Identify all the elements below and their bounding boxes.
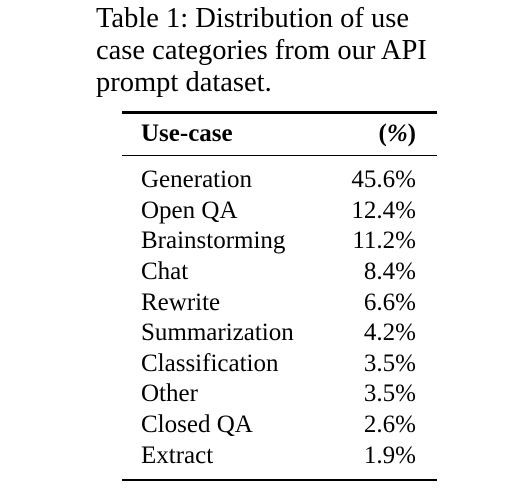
table-row bbox=[122, 226, 437, 257]
cell-use-case: Generation bbox=[141, 166, 253, 194]
cell-use-case: Extract bbox=[141, 441, 214, 469]
cell-use-case: Classification bbox=[141, 349, 279, 377]
cell-percent: 6.6% bbox=[363, 288, 416, 316]
cell-use-case: Summarization bbox=[141, 319, 294, 347]
cell-percent: 1.9% bbox=[363, 441, 416, 469]
cell-percent: 45.6% bbox=[351, 166, 416, 194]
cell-percent: 8.4% bbox=[363, 258, 416, 286]
cell-percent: 11.2% bbox=[352, 227, 416, 255]
table-row bbox=[122, 379, 437, 410]
caption-line: Table 1: Distribution of use bbox=[96, 3, 410, 34]
table-row bbox=[122, 257, 437, 288]
cell-percent: 2.6% bbox=[363, 411, 416, 439]
table-row bbox=[122, 410, 437, 441]
cell-use-case: Rewrite bbox=[141, 288, 221, 316]
header-percent-close: ) bbox=[407, 120, 416, 147]
cell-percent: 3.5% bbox=[363, 349, 416, 377]
cell-use-case: Other bbox=[141, 380, 198, 408]
header-percent bbox=[379, 120, 416, 148]
header-use-case: Use-case bbox=[141, 120, 233, 147]
table-header-row bbox=[122, 114, 437, 155]
cell-use-case: Chat bbox=[141, 258, 189, 286]
cell-percent: 3.5% bbox=[363, 380, 416, 408]
cell-percent: 12.4% bbox=[351, 196, 416, 224]
table-row bbox=[122, 440, 437, 471]
cell-use-case: Closed QA bbox=[141, 411, 253, 439]
table-row bbox=[122, 349, 437, 380]
caption-line: case categories from our API bbox=[96, 35, 427, 66]
table-row bbox=[122, 196, 437, 227]
cell-use-case: Open QA bbox=[141, 196, 238, 224]
table-body bbox=[122, 156, 437, 471]
table-row bbox=[122, 318, 437, 349]
table-row bbox=[122, 165, 437, 196]
table-row bbox=[122, 287, 437, 318]
use-case-table bbox=[122, 111, 437, 481]
cell-percent: 4.2% bbox=[363, 319, 416, 347]
header-percent-symbol: % bbox=[386, 120, 408, 147]
header-percent-open: ( bbox=[378, 120, 387, 147]
caption-line: prompt dataset. bbox=[96, 67, 272, 98]
table-caption bbox=[96, 3, 476, 99]
table-bottom-rule bbox=[122, 479, 437, 482]
cell-use-case: Brainstorming bbox=[141, 227, 286, 255]
